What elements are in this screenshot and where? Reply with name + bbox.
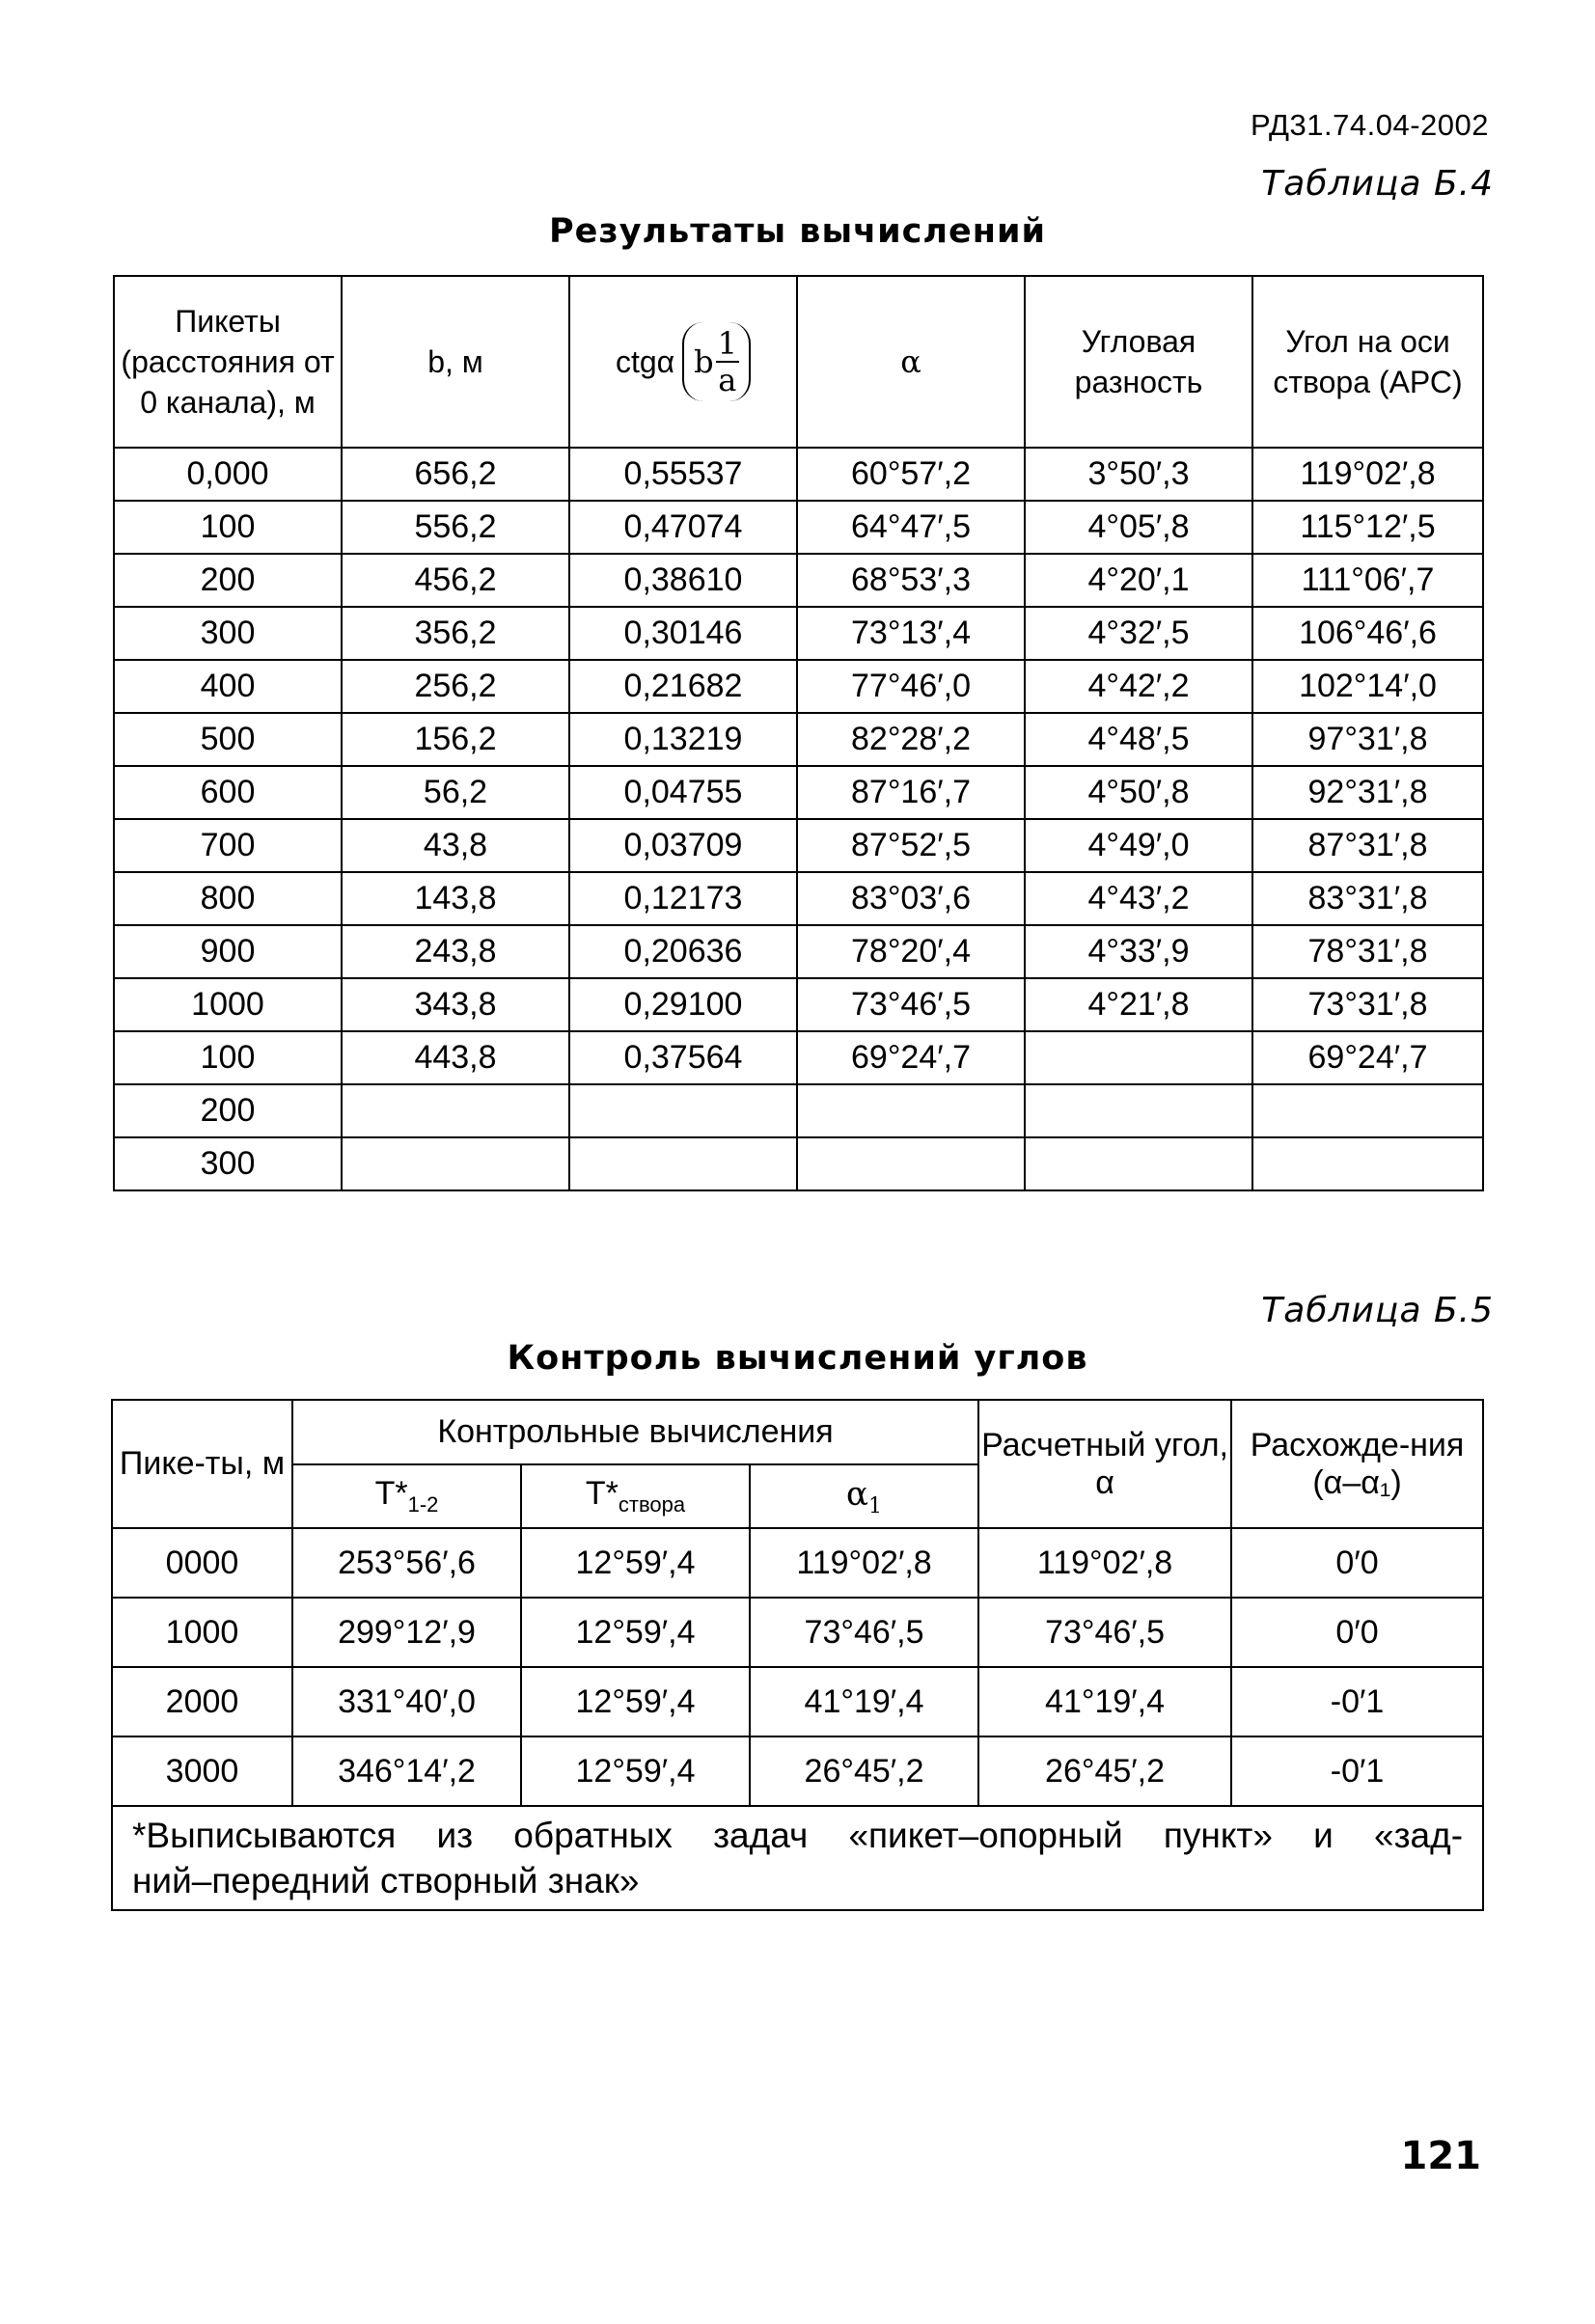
- table-cell: 26°45′,2: [978, 1736, 1231, 1806]
- table-cell: 102°14′,0: [1252, 660, 1483, 713]
- table-cell: 4°43′,2: [1025, 872, 1252, 925]
- table-cell: 456,2: [342, 554, 569, 607]
- table-cell: 111°06′,7: [1252, 554, 1483, 607]
- table-cell: 0,37564: [569, 1031, 797, 1084]
- table-cell: 800: [114, 872, 342, 925]
- table-cell: 299°12′,9: [292, 1598, 521, 1667]
- table-cell: 12°59′,4: [521, 1598, 750, 1667]
- table-cell: 41°19′,4: [750, 1667, 978, 1736]
- table-cell: 26°45′,2: [750, 1736, 978, 1806]
- table-cell: 300: [114, 1137, 342, 1190]
- ctg-denominator: a: [718, 362, 737, 398]
- table-cell: 12°59′,4: [521, 1667, 750, 1736]
- table-cell: 4°49′,0: [1025, 819, 1252, 872]
- table-cell: 73°46′,5: [797, 978, 1025, 1031]
- table-cell: 4°20′,1: [1025, 554, 1252, 607]
- page-number: 121: [1400, 2134, 1481, 2178]
- table-cell: 43,8: [342, 819, 569, 872]
- ctg-formula: [682, 322, 751, 401]
- header-piket: Пике-ты, м: [112, 1400, 292, 1528]
- ctg-fraction: [716, 326, 739, 397]
- table-cell: 0,47074: [569, 501, 797, 554]
- table-cell: 556,2: [342, 501, 569, 554]
- table-cell: 700: [114, 819, 342, 872]
- table-b5-row: [112, 1667, 1483, 1736]
- table-cell: 331°40′,0: [292, 1667, 521, 1736]
- table-b4-row: [114, 1084, 1483, 1137]
- table-cell: 400: [114, 660, 342, 713]
- table-cell: 0,38610: [569, 554, 797, 607]
- header-t12: $T*_{1-2}$: [292, 1464, 521, 1528]
- table-cell: [1252, 1137, 1483, 1190]
- note-line-2: ний–передний створный знак»: [132, 1861, 640, 1900]
- table-b4-row: [114, 766, 1483, 819]
- header-diff: Расхожде-ния (α–α₁): [1231, 1400, 1483, 1528]
- table-cell: 0,21682: [569, 660, 797, 713]
- table-cell: 4°42′,2: [1025, 660, 1252, 713]
- table-cell: 300: [114, 607, 342, 660]
- table-cell: [342, 1084, 569, 1137]
- table-cell: 156,2: [342, 713, 569, 766]
- table-cell: 0000: [112, 1528, 292, 1598]
- header-tstvora: $T*_{створа}$: [521, 1464, 750, 1528]
- table-cell: [797, 1084, 1025, 1137]
- table-b4-row: [114, 819, 1483, 872]
- header-alpha: α: [797, 276, 1025, 448]
- table-cell: 4°48′,5: [1025, 713, 1252, 766]
- header-control: Контрольные вычисления: [292, 1400, 978, 1464]
- table-cell: 56,2: [342, 766, 569, 819]
- table-cell: [1025, 1031, 1252, 1084]
- table-cell: 3000: [112, 1736, 292, 1806]
- table-cell: 100: [114, 501, 342, 554]
- note-line-1: *Выписываются из обратных задач «пикет–опорный пункт» и «зад-: [132, 1816, 1464, 1855]
- table-cell: 77°46′,0: [797, 660, 1025, 713]
- table-b5-title: Контроль вычислений углов: [507, 1339, 1088, 1378]
- table-cell: 60°57′,2: [797, 448, 1025, 501]
- table-cell: 41°19′,4: [978, 1667, 1231, 1736]
- table-cell: 119°02′,8: [1252, 448, 1483, 501]
- table-b5-note: [112, 1806, 1483, 1910]
- table-cell: 4°33′,9: [1025, 925, 1252, 978]
- table-cell: 4°50′,8: [1025, 766, 1252, 819]
- table-b5-row: [112, 1736, 1483, 1806]
- table-cell: 64°47′,5: [797, 501, 1025, 554]
- table-cell: 4°05′,8: [1025, 501, 1252, 554]
- table-cell: 69°24′,7: [797, 1031, 1025, 1084]
- table-cell: [1252, 1084, 1483, 1137]
- table-cell: 2000: [112, 1667, 292, 1736]
- table-b4: [113, 275, 1484, 1191]
- table-cell: 0,55537: [569, 448, 797, 501]
- table-b4-row: [114, 448, 1483, 501]
- table-cell: 3°50′,3: [1025, 448, 1252, 501]
- table-cell: 73°46′,5: [750, 1598, 978, 1667]
- table-cell: 500: [114, 713, 342, 766]
- table-cell: 87°31′,8: [1252, 819, 1483, 872]
- table-cell: 82°28′,2: [797, 713, 1025, 766]
- table-b4-row: [114, 713, 1483, 766]
- table-b4-row: [114, 554, 1483, 607]
- table-cell: 115°12′,5: [1252, 501, 1483, 554]
- table-b4-title: Результаты вычислений: [548, 212, 1047, 251]
- table-cell: 0′0: [1231, 1528, 1483, 1598]
- table-cell: 0,29100: [569, 978, 797, 1031]
- table-cell: -0′1: [1231, 1667, 1483, 1736]
- table-cell: 78°31′,8: [1252, 925, 1483, 978]
- ctg-numerator: 1: [717, 325, 738, 362]
- table-cell: 68°53′,3: [797, 554, 1025, 607]
- table-cell: [1025, 1084, 1252, 1137]
- table-b4-row: [114, 872, 1483, 925]
- table-b5-row: [112, 1528, 1483, 1598]
- table-b4-row: [114, 1031, 1483, 1084]
- table-cell: 87°52′,5: [797, 819, 1025, 872]
- table-cell: 119°02′,8: [750, 1528, 978, 1598]
- header-angle-diff: Угловая разность: [1025, 276, 1252, 448]
- table-cell: 900: [114, 925, 342, 978]
- table-b4-row: [114, 501, 1483, 554]
- table-cell: 200: [114, 1084, 342, 1137]
- table-cell: 0,03709: [569, 819, 797, 872]
- table-cell: 0,12173: [569, 872, 797, 925]
- ctg-b: b: [694, 343, 714, 380]
- table-cell: 243,8: [342, 925, 569, 978]
- table-cell: 83°31′,8: [1252, 872, 1483, 925]
- table-b5-row: [112, 1598, 1483, 1667]
- table-cell: 0,13219: [569, 713, 797, 766]
- table-cell: 73°31′,8: [1252, 978, 1483, 1031]
- table-cell: 4°21′,8: [1025, 978, 1252, 1031]
- table-cell: [342, 1137, 569, 1190]
- table-cell: 443,8: [342, 1031, 569, 1084]
- table-cell: 69°24′,7: [1252, 1031, 1483, 1084]
- table-cell: 256,2: [342, 660, 569, 713]
- table-cell: [797, 1137, 1025, 1190]
- table-cell: 343,8: [342, 978, 569, 1031]
- table-cell: 1000: [112, 1598, 292, 1667]
- table-b5-number: Таблица Б.5: [1261, 1291, 1494, 1330]
- table-b4-row: [114, 1137, 1483, 1190]
- table-cell: 0,20636: [569, 925, 797, 978]
- table-cell: [569, 1084, 797, 1137]
- table-cell: 12°59′,4: [521, 1528, 750, 1598]
- table-b4-header-row: [114, 276, 1483, 448]
- table-cell: 356,2: [342, 607, 569, 660]
- table-cell: 87°16′,7: [797, 766, 1025, 819]
- header-piket: Пикеты (расстояния от 0 канала), м: [114, 276, 342, 448]
- table-cell: 100: [114, 1031, 342, 1084]
- table-cell: 253°56′,6: [292, 1528, 521, 1598]
- table-cell: 12°59′,4: [521, 1736, 750, 1806]
- table-b5-header-row-1: [112, 1400, 1483, 1464]
- ctg-prefix: ctgα: [615, 344, 675, 379]
- table-cell: 83°03′,6: [797, 872, 1025, 925]
- table-cell: 346°14′,2: [292, 1736, 521, 1806]
- table-cell: 73°13′,4: [797, 607, 1025, 660]
- table-b4-row: [114, 660, 1483, 713]
- document-code: РД31.74.04-2002: [1250, 108, 1489, 142]
- header-alpha1: $\alpha_1$: [750, 1464, 978, 1528]
- table-cell: 1000: [114, 978, 342, 1031]
- table-cell: 97°31′,8: [1252, 713, 1483, 766]
- table-cell: 143,8: [342, 872, 569, 925]
- table-cell: 656,2: [342, 448, 569, 501]
- table-b5-note-row: [112, 1806, 1483, 1910]
- table-cell: 0,000: [114, 448, 342, 501]
- header-axis-angle: Угол на оси створа (АРС): [1252, 276, 1483, 448]
- table-cell: 119°02′,8: [978, 1528, 1231, 1598]
- table-cell: 4°32′,5: [1025, 607, 1252, 660]
- table-cell: [569, 1137, 797, 1190]
- table-cell: -0′1: [1231, 1736, 1483, 1806]
- table-cell: 0,04755: [569, 766, 797, 819]
- table-cell: 92°31′,8: [1252, 766, 1483, 819]
- header-ctg: [569, 276, 797, 448]
- table-b4-row: [114, 925, 1483, 978]
- table-cell: 78°20′,4: [797, 925, 1025, 978]
- table-cell: [1025, 1137, 1252, 1190]
- table-b4-row: [114, 607, 1483, 660]
- table-b4-number: Таблица Б.4: [1261, 164, 1494, 204]
- header-calc-angle: Расчетный угол, α: [978, 1400, 1231, 1528]
- table-cell: 200: [114, 554, 342, 607]
- header-b: b, м: [342, 276, 569, 448]
- table-cell: 106°46′,6: [1252, 607, 1483, 660]
- table-cell: 0,30146: [569, 607, 797, 660]
- table-cell: 73°46′,5: [978, 1598, 1231, 1667]
- table-b4-row: [114, 978, 1483, 1031]
- table-cell: 600: [114, 766, 342, 819]
- table-b5: [111, 1399, 1484, 1911]
- table-cell: 0′0: [1231, 1598, 1483, 1667]
